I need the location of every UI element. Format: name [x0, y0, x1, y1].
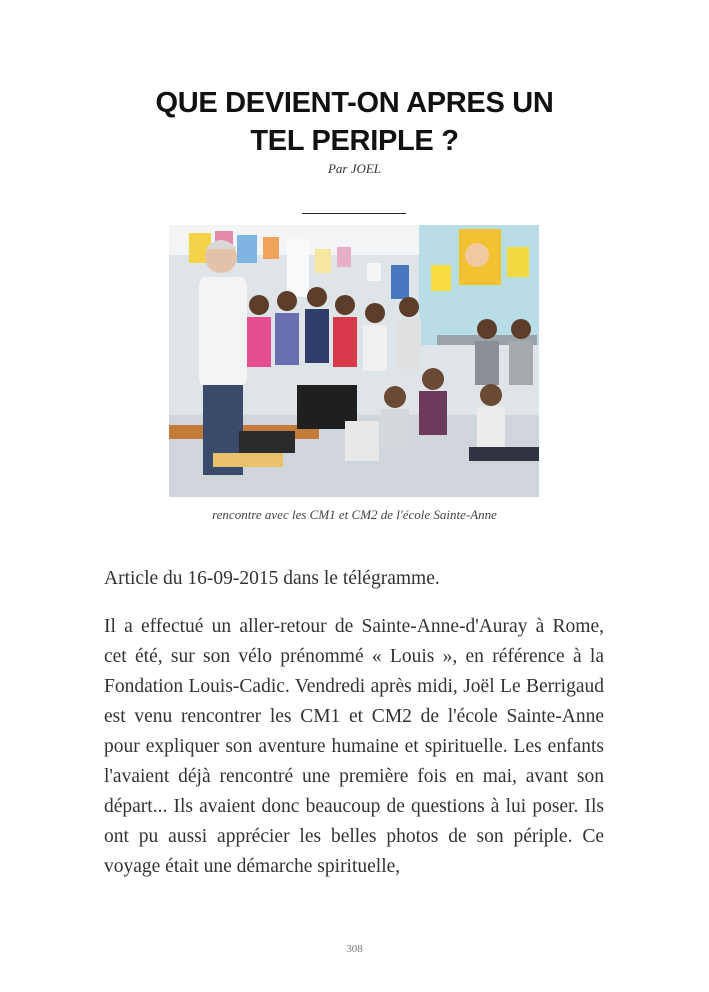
- divider: [302, 213, 406, 214]
- title-line-1: QUE DEVIENT-ON APRES UN: [155, 87, 554, 119]
- article-title: [0, 84, 709, 160]
- article-lead: Article du 16-09-2015 dans le télégramme.: [104, 568, 440, 589]
- page-number: 308: [346, 943, 363, 955]
- title-line-2: TEL PERIPLE ?: [250, 125, 459, 157]
- photo-caption: rencontre avec les CM1 et CM2 de l'école Sainte-Anne: [212, 507, 497, 522]
- byline: Par JOEL: [327, 161, 382, 176]
- article-body: Il a effectué un aller-retour de Sainte-Anne-d'Auray à Rome, cet été, sur son vélo prénommé « Louis », en référence à la Fondation Louis-Cadic. Vendredi après midi, Joël Le Berrigaud est venu rencontrer les CM1 et CM2 de l'école Sainte-Anne pour expliquer son aventure humaine et spirituelle. Les enfants l'avaient déjà rencontré une première fois en mai, avant son départ... Ils avaient donc beaucoup de questions à lui poser. Ils ont pu aussi apprécier les belles photos de son périple. Ce voyage était une démarche spirituelle,: [104, 616, 604, 877]
- photo-illustration: [169, 225, 539, 497]
- classroom-photo: [169, 225, 539, 497]
